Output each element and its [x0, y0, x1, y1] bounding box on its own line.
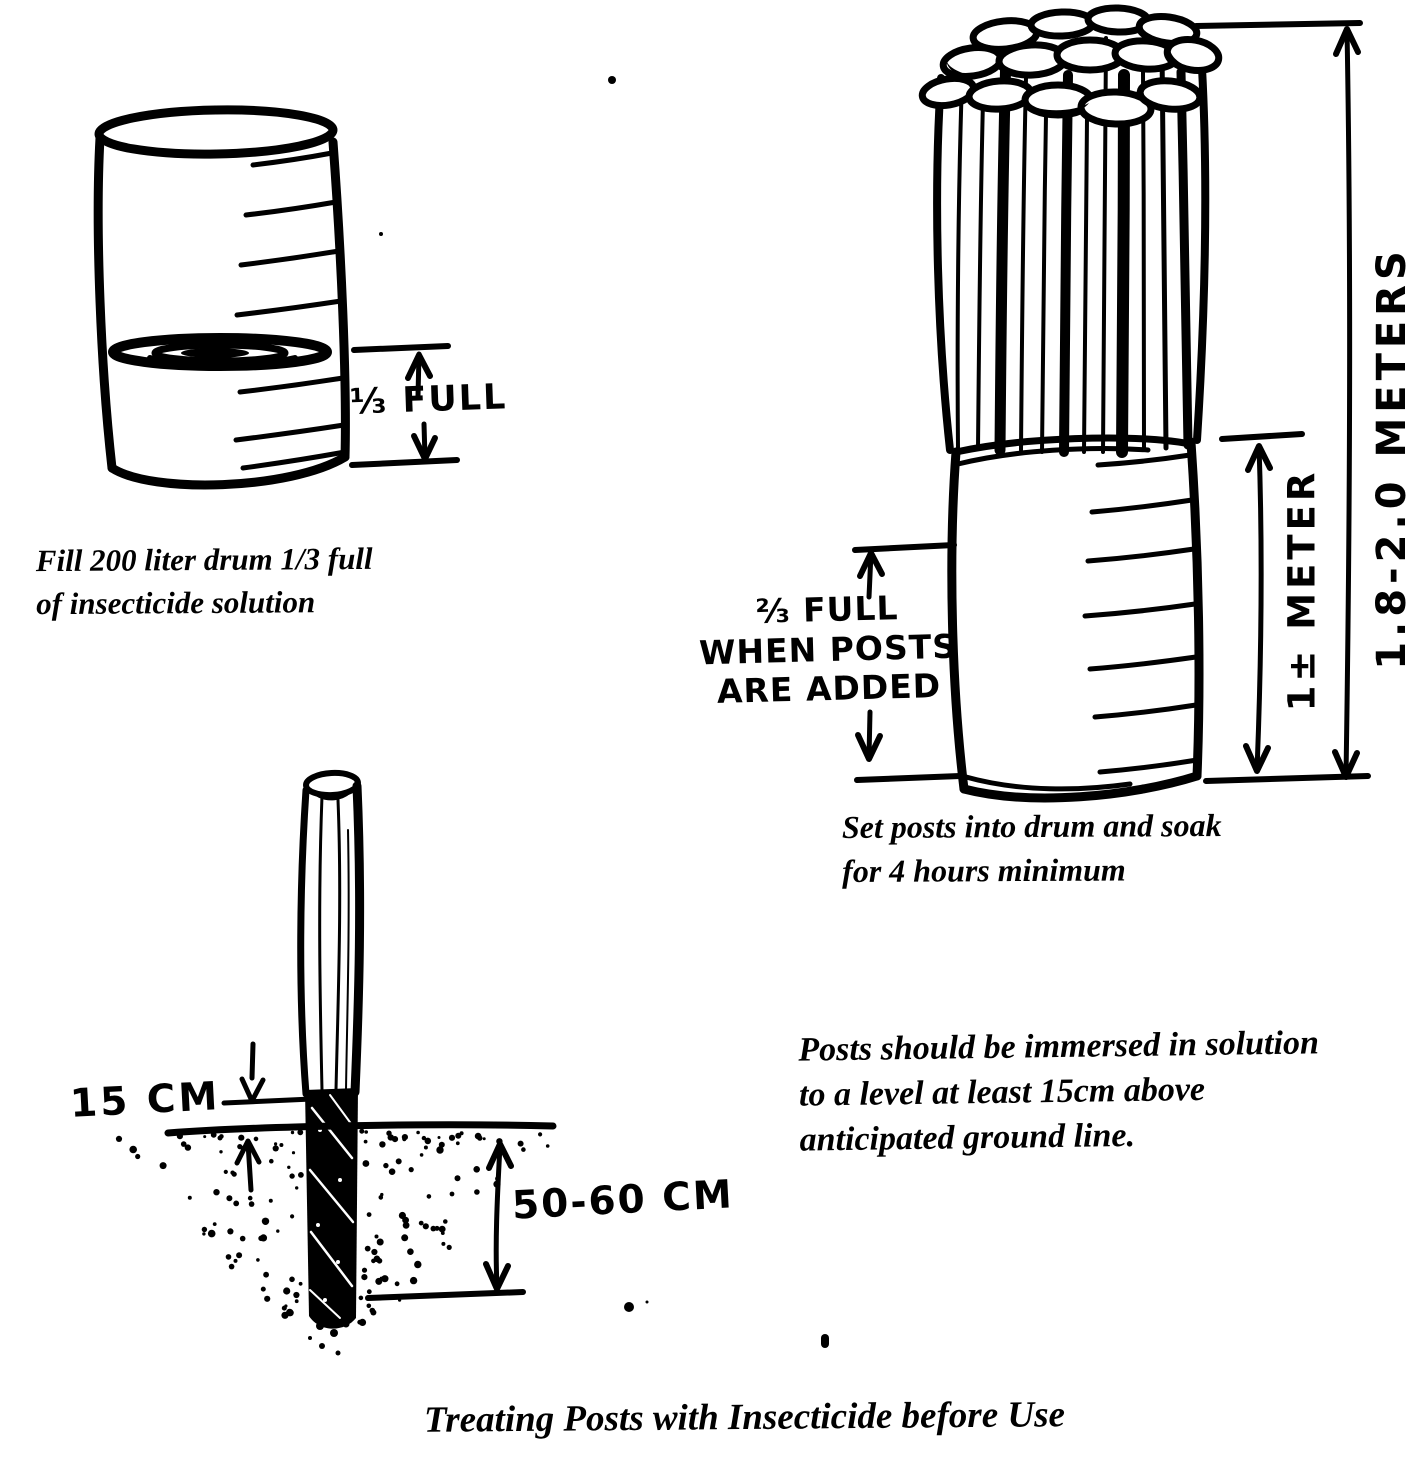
posts-bundle-drawing — [920, 7, 1221, 452]
above-ground-dimension-arrow — [224, 1044, 312, 1190]
label-line: ARE ADDED — [716, 666, 942, 712]
insecticide-level-drawing — [113, 338, 327, 366]
page-title: Treating Posts with Insecticide before Use — [423, 1394, 1066, 1441]
note-line: anticipated ground line. — [799, 1117, 1136, 1160]
note-line: Posts should be immersed in solution — [798, 1024, 1320, 1069]
post-top-ellipses — [920, 7, 1221, 125]
scan-specks — [379, 76, 829, 1348]
caption-line: Fill 200 liter drum 1/3 full — [35, 540, 373, 579]
above-ground-dimension-label: 15 CM — [68, 1074, 222, 1127]
label-line: WHEN POSTS — [698, 626, 958, 672]
drum-height-dimension-label: 1± METER — [1280, 468, 1324, 712]
caption-line: Set posts into drum and soak — [841, 807, 1222, 845]
post-height-dimension-label: 1.8-2.0 METERS — [1369, 246, 1415, 670]
note-line: to a level at least 15cm above — [798, 1071, 1206, 1114]
empty-drum-drawing — [98, 108, 345, 485]
soak-posts-caption — [842, 803, 1222, 893]
label-line: ⅔ FULL — [754, 588, 899, 631]
drum-rib-lines — [1085, 455, 1197, 772]
fill-drum-caption — [36, 538, 373, 626]
soaking-drum-drawing — [952, 438, 1199, 798]
below-ground-dimension-label: 50-60 CM — [510, 1172, 735, 1229]
caption-line: for 4 hours minimum — [842, 851, 1126, 890]
two-thirds-full-label — [690, 586, 965, 712]
caption-line: of insecticide solution — [36, 583, 316, 621]
drum-rib-lines — [236, 153, 345, 468]
immersion-note — [798, 1020, 1320, 1163]
one-third-full-label: ⅓ FULL — [349, 377, 509, 423]
